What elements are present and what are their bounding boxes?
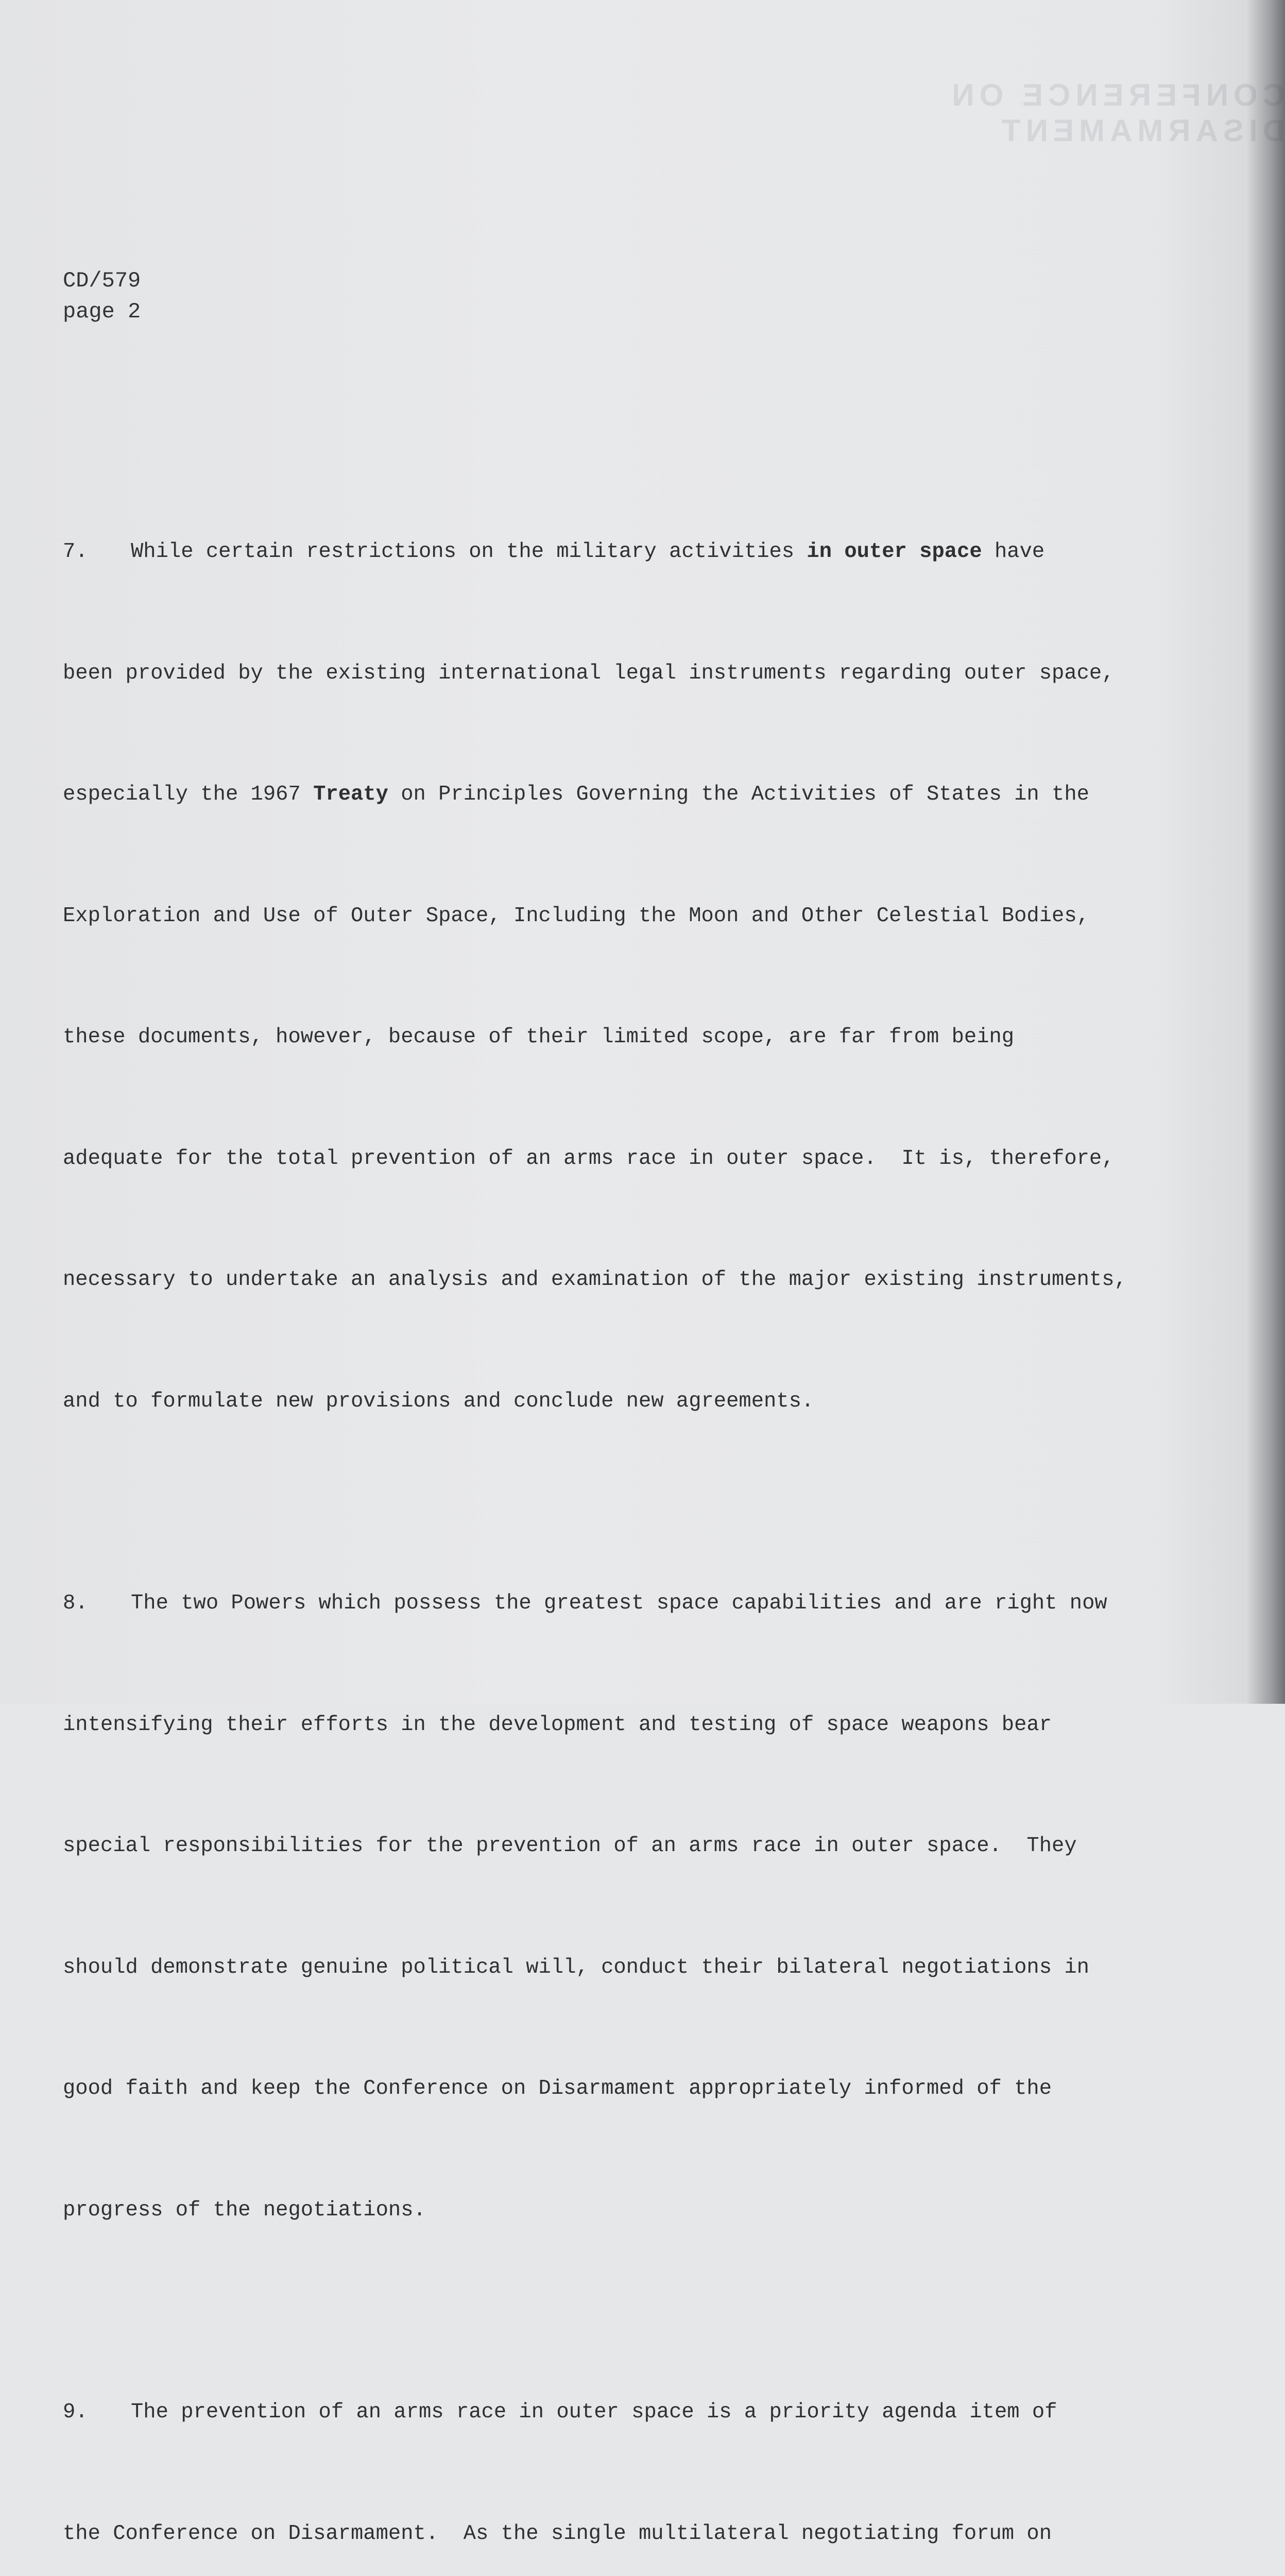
paragraph-number: 9.: [63, 2400, 88, 2424]
paragraph-7-line-7: necessary to undertake an analysis and examination of the major existing instruments,: [63, 1268, 1127, 1292]
page-number: page 2: [63, 299, 141, 324]
paragraph-7-line-4: Exploration and Use of Outer Space, Including the Moon and Other Celestial Bodies,: [63, 904, 1089, 928]
paragraph-9-line-1: 9. The prevention of an arms race in outer space is a priority agenda item of: [63, 2392, 1227, 2433]
document-header: [63, 265, 141, 327]
bold-word: Treaty: [313, 783, 388, 806]
document-symbol: CD/579: [63, 268, 141, 293]
paragraph-7-line-6: adequate for the total prevention of an arms race in outer space. It is, therefore,: [63, 1146, 1115, 1171]
document-body: [63, 370, 1227, 2576]
paragraph-7-line-3: especially the 1967 Treaty on Principles Governing the Activities of States in the: [63, 783, 1089, 806]
paragraph-8-line-1: 8. The two Powers which possess the greatest space capabilities and are right now: [63, 1583, 1227, 1624]
paragraph-8-line-2: intensifying their efforts in the development and testing of space weapons bear: [63, 1713, 1052, 1737]
bold-phrase: in outer space: [807, 540, 982, 564]
paragraph-8-line-6: progress of the negotiations.: [63, 2198, 426, 2222]
paragraph-7-line-1: 7. While certain restrictions on the military activities in outer space have: [63, 532, 1227, 572]
bleed-through-text: CONFERENCE ON DISARMAMENT: [947, 78, 1285, 148]
paragraph-9-line-2: the Conference on Disarmament. As the single multilateral negotiating forum on: [63, 2521, 1052, 2546]
paragraph-number: 7.: [63, 540, 88, 564]
paragraph-7-line-8: and to formulate new provisions and conclude new agreements.: [63, 1389, 814, 1413]
paragraph-number: 8.: [63, 1591, 88, 1615]
paragraph-8-line-4: should demonstrate genuine political will, conduct their bilateral negotiations in: [63, 1955, 1089, 1979]
paragraph-8-line-5: good faith and keep the Conference on Disarmament appropriately informed of the: [63, 2077, 1052, 2100]
paragraph-7-line-2: been provided by the existing international legal instruments regarding outer space,: [63, 661, 1115, 685]
paragraph-8-line-3: special responsibilities for the prevention of an arms race in outer space. They: [63, 1834, 1077, 1858]
paragraph-7-line-5: these documents, however, because of their limited scope, are far from being: [63, 1025, 1015, 1049]
